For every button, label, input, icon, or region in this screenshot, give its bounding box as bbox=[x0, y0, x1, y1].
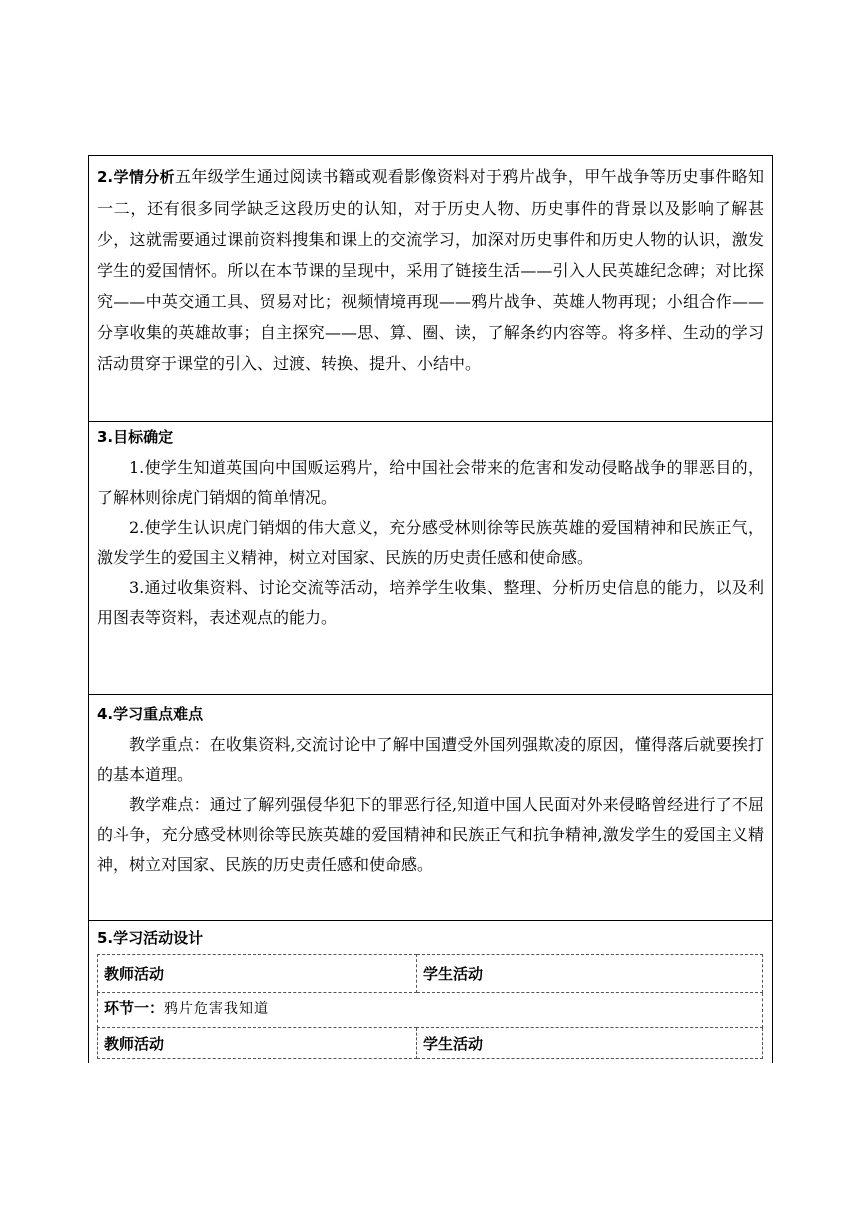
segment-label: 环节一： bbox=[104, 999, 165, 1017]
objective-item: 2.使学生认识虎门销烟的伟大意义，充分感受林则徐等民族英雄的爱国精神和民族正气，激发学生的爱国主义精神，树立对国家、民族的历史责任感和使命感。 bbox=[97, 518, 764, 567]
difficulty-text: 教学难点：通过了解列强侵华犯下的罪恶行径,知道中国人民面对外来侵略曾经进行了不屈的斗争，充分感受林则徐等民族英雄的爱国精神和民族正气和抗争精神,激发学生的爱国主义精神，树立对国家、民族的历史责任感和使命感。 bbox=[97, 795, 764, 874]
section-heading: 3.目标确定 bbox=[97, 428, 174, 446]
table-row bbox=[98, 955, 763, 993]
segment-row bbox=[98, 993, 763, 1028]
student-activity-header: 学生活动 bbox=[417, 1028, 763, 1059]
objective-item: 3.通过收集资料、讨论交流等活动，培养学生收集、整理、分析历史信息的能力，以及利用图表等资料，表述观点的能力。 bbox=[97, 578, 764, 627]
section-heading: 2.学情分析 bbox=[97, 168, 175, 186]
objective-item: 1.使学生知道英国向中国贩运鸦片，给中国社会带来的危害和发动侵略战争的罪恶目的，了解林则徐虎门销烟的简单情况。 bbox=[97, 458, 764, 507]
section-text: 五年级学生通过阅读书籍或观看影像资料对于鸦片战争，甲午战争等历史事件略知一二，还有很多同学缺乏这段历史的认知，对于历史人物、历史事件的背景以及影响了解甚少，这就需要通过课前资料搜集和课上的交流学习，加深对历史事件和历史人物的认识，激发学生的爱国情怀。所以在本节课的呈现中，采用了链接生活——引入人民英雄纪念碑；对比探究——中英交通工具、贸易对比；视频情境再现——鸦片战争、英雄人物再现；小组合作——分享收集的英雄故事；自主探究——思、算、圈、读，了解条约内容等。将多样、生动的学习活动贯穿于课堂的引入、过渡、转换、提升、小结中。 bbox=[97, 167, 764, 373]
lesson-plan-table bbox=[88, 155, 773, 1063]
section-activity-design bbox=[89, 921, 772, 1063]
section-key-difficult-points bbox=[89, 695, 772, 921]
key-point-text: 教学重点：在收集资料,交流讨论中了解中国遭受外国列强欺凌的原因，懂得落后就要挨打的基本道理。 bbox=[97, 735, 764, 784]
student-activity-header: 学生活动 bbox=[417, 955, 763, 993]
teacher-activity-header: 教师活动 bbox=[98, 955, 417, 993]
section-heading: 5.学习活动设计 bbox=[97, 929, 204, 947]
teacher-activity-header: 教师活动 bbox=[98, 1028, 417, 1059]
section-objectives bbox=[89, 422, 772, 695]
section-learner-analysis bbox=[89, 156, 772, 422]
table-row bbox=[98, 993, 763, 1028]
activity-table bbox=[97, 954, 763, 1059]
section-heading: 4.学习重点难点 bbox=[97, 705, 204, 723]
segment-title: 鸦片危害我知道 bbox=[164, 1001, 270, 1017]
table-row bbox=[98, 1028, 763, 1059]
